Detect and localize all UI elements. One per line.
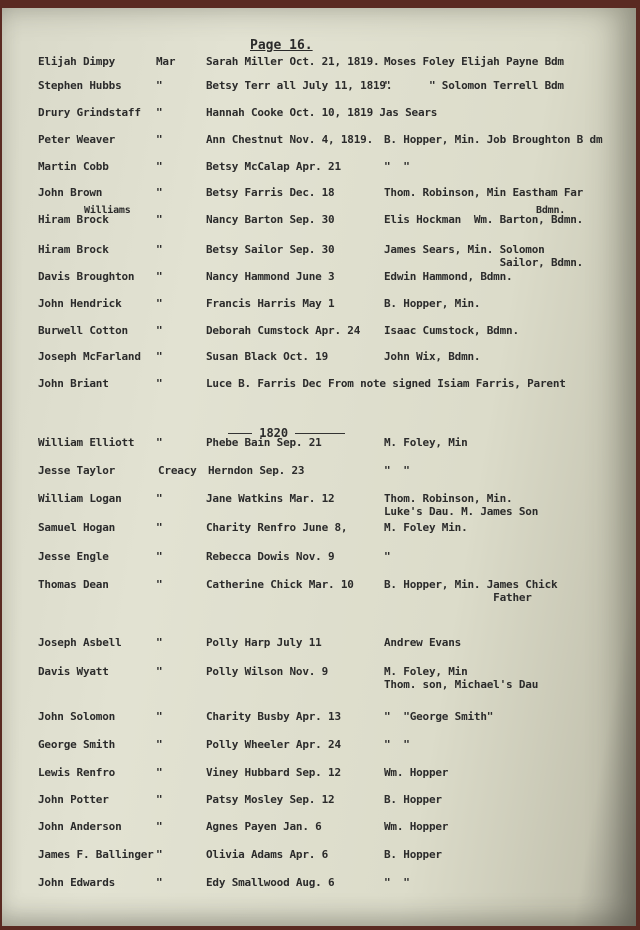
entry-status: " xyxy=(156,324,163,337)
entry-status: " xyxy=(156,436,163,449)
entry-status: " xyxy=(156,766,163,779)
entry-row xyxy=(2,820,636,840)
year-marker xyxy=(228,426,345,440)
entry-groom: George Smith xyxy=(38,738,116,751)
entry-witness: Elis Hockman Wm. Barton, Bdmn. xyxy=(384,213,584,226)
entry-bride: Ann Chestnut Nov. 4, 1819. xyxy=(206,133,373,146)
entry-bride: Polly Harp July 11 xyxy=(206,636,322,649)
entry-groom: John Brown xyxy=(38,186,103,199)
entry-status: " xyxy=(156,106,163,119)
entry-groom: Burwell Cotton xyxy=(38,324,128,337)
entry-status: " xyxy=(156,578,163,591)
entry-bride: Olivia Adams Apr. 6 xyxy=(206,848,329,861)
entry-row xyxy=(2,106,636,126)
entry-row xyxy=(2,876,636,896)
entry-bride: Susan Black Oct. 19 xyxy=(206,350,329,363)
entry-row xyxy=(2,492,636,518)
entry-witness: " " xyxy=(384,160,410,173)
entry-bride: Viney Hubbard Sep. 12 xyxy=(206,766,341,779)
entry-row xyxy=(2,636,636,656)
entry-bride: Betsy McCalap Apr. 21 xyxy=(206,160,341,173)
year-rule-right xyxy=(295,433,345,434)
entry-status: " xyxy=(156,213,163,226)
entry-status: " xyxy=(156,665,163,678)
entry-status: " xyxy=(156,738,163,751)
entry-row xyxy=(2,324,636,344)
entry-bride: Betsy Farris Dec. 18 xyxy=(206,186,335,199)
entry-status: " xyxy=(156,793,163,806)
entry-row xyxy=(2,848,636,868)
entry-bride: Sarah Miller Oct. 21, 1819. xyxy=(206,55,380,68)
entry-witness: M. Foley, Min xyxy=(384,436,468,449)
entry-bride: Edy Smallwood Aug. 6 xyxy=(206,876,335,889)
entry-witness: B. Hopper, Min. James Chick Father xyxy=(384,578,558,604)
entry-row xyxy=(2,793,636,813)
entry-witness: B. Hopper, Min. Job Broughton B dm xyxy=(384,133,603,146)
entry-row xyxy=(2,186,636,206)
entry-groom: Lewis Renfro xyxy=(38,766,116,779)
entry-status: " xyxy=(156,377,163,390)
entry-groom: Martin Cobb xyxy=(38,160,109,173)
entry-bride: Polly Wilson Nov. 9 xyxy=(206,665,329,678)
entry-groom: Jesse Taylor xyxy=(38,464,116,477)
entry-groom: Joseph McFarland xyxy=(38,350,141,363)
entry-witness: " " xyxy=(384,738,410,751)
entry-row xyxy=(2,79,636,99)
entry-groom: Peter Weaver xyxy=(38,133,116,146)
entry-bride: Phebe Bain Sep. 21 xyxy=(206,436,322,449)
entry-witness: B. Hopper xyxy=(384,793,442,806)
entry-bride: Betsy Terr all July 11, 1819. xyxy=(206,79,393,92)
entry-status: " xyxy=(156,133,163,146)
entry-row xyxy=(2,464,636,484)
entry-groom: John Edwards xyxy=(38,876,116,889)
entry-status: " xyxy=(156,550,163,563)
entry-groom: Samuel Hogan xyxy=(38,521,116,534)
entry-bride: Betsy Sailor Sep. 30 xyxy=(206,243,335,256)
entry-status: " xyxy=(156,848,163,861)
entry-groom: William Logan xyxy=(38,492,122,505)
entry-witness: " "George Smith" xyxy=(384,710,494,723)
entry-status: " xyxy=(156,820,163,833)
entry-status: " xyxy=(156,297,163,310)
entry-status: " xyxy=(156,243,163,256)
entry-groom: Jesse Engle xyxy=(38,550,109,563)
entry-row xyxy=(2,377,636,397)
entry-witness: Wm. Hopper xyxy=(384,820,449,833)
entry-witness: " " Solomon Terrell Bdm xyxy=(384,79,564,92)
entry-groom: Davis Wyatt xyxy=(38,665,109,678)
entry-row xyxy=(2,350,636,370)
entry-groom: Stephen Hubbs xyxy=(38,79,122,92)
entry-groom: Hiram Brock xyxy=(38,213,109,226)
entry-row xyxy=(2,55,636,75)
entry-groom: Drury Grindstaff xyxy=(38,106,141,119)
entry-groom: James F. Ballinger xyxy=(38,848,154,861)
entry-bride: Herndon Sep. 23 xyxy=(208,464,305,477)
year-rule-left xyxy=(228,433,252,434)
entry-bride: Polly Wheeler Apr. 24 xyxy=(206,738,341,751)
entry-bride: Agnes Payen Jan. 6 xyxy=(206,820,322,833)
entry-status: " xyxy=(156,160,163,173)
entry-row xyxy=(2,297,636,317)
entry-row xyxy=(2,243,636,269)
entry-witness: Thom. Robinson, Min Eastham Far xyxy=(384,186,584,199)
entry-groom: John Potter xyxy=(38,793,109,806)
entry-witness: Andrew Evans xyxy=(384,636,462,649)
entry-status: " xyxy=(156,350,163,363)
entry-groom: Thomas Dean xyxy=(38,578,109,591)
entry-row xyxy=(2,766,636,786)
entry-status: Creacy xyxy=(158,464,197,477)
entry-bride: Rebecca Dowis Nov. 9 xyxy=(206,550,335,563)
entry-bride: Luce B. Farris Dec From note signed Isiam Farris, Parent xyxy=(206,377,566,390)
entry-witness: Moses Foley Elijah Payne Bdm xyxy=(384,55,564,68)
entry-bride: Jane Watkins Mar. 12 xyxy=(206,492,335,505)
entry-witness: " xyxy=(384,550,391,563)
entry-witness: B. Hopper xyxy=(384,848,442,861)
entry-bride: Nancy Hammond June 3 xyxy=(206,270,335,283)
entry-status: " xyxy=(156,186,163,199)
entry-witness: James Sears, Min. Solomon Sailor, Bdmn. xyxy=(384,243,584,269)
entry-bride: Patsy Mosley Sep. 12 xyxy=(206,793,335,806)
entry-row xyxy=(2,270,636,290)
entry-witness: M. Foley Min. xyxy=(384,521,468,534)
document-page xyxy=(2,8,636,926)
entry-groom: John Briant xyxy=(38,377,109,390)
entry-row xyxy=(2,578,636,604)
entry-bride: Francis Harris May 1 xyxy=(206,297,335,310)
entry-bride: Charity Busby Apr. 13 xyxy=(206,710,341,723)
entry-witness: Isaac Cumstock, Bdmn. xyxy=(384,324,519,337)
entry-groom: Hiram Brock xyxy=(38,243,109,256)
entry-bride: Charity Renfro June 8, xyxy=(206,521,348,534)
entry-row xyxy=(2,521,636,541)
entry-status: " xyxy=(156,876,163,889)
entry-bride: Deborah Cumstock Apr. 24 xyxy=(206,324,361,337)
entry-groom: Davis Broughton xyxy=(38,270,135,283)
entry-groom: Elijah Dimpy xyxy=(38,55,116,68)
entry-groom: William Elliott xyxy=(38,436,135,449)
entry-witness: M. Foley, Min Thom. son, Michael's Dau xyxy=(384,665,539,691)
entry-groom: Joseph Asbell xyxy=(38,636,122,649)
entry-groom: John Solomon xyxy=(38,710,116,723)
entry-status: " xyxy=(156,521,163,534)
entry-groom-note: Williams xyxy=(84,205,131,216)
entry-row xyxy=(2,550,636,570)
entry-status: " xyxy=(156,79,163,92)
entry-bride: Hannah Cooke Oct. 10, 1819 Jas Sears xyxy=(206,106,438,119)
year-marker-text: 1820 xyxy=(259,426,289,440)
page-header: Page 16. xyxy=(250,38,313,53)
entry-witness: " " xyxy=(384,464,410,477)
entry-witness: " " xyxy=(384,876,410,889)
entry-row xyxy=(2,738,636,758)
entry-witness-note: Bdmn. xyxy=(536,205,566,216)
entry-status: " xyxy=(156,492,163,505)
entry-groom: John Hendrick xyxy=(38,297,122,310)
entry-bride: Catherine Chick Mar. 10 xyxy=(206,578,354,591)
entry-row xyxy=(2,205,636,233)
entry-row xyxy=(2,665,636,691)
entry-witness: Edwin Hammond, Bdmn. xyxy=(384,270,513,283)
entry-row xyxy=(2,133,636,153)
entry-witness: John Wix, Bdmn. xyxy=(384,350,481,363)
entry-witness: B. Hopper, Min. xyxy=(384,297,481,310)
entry-status: " xyxy=(156,636,163,649)
entry-row xyxy=(2,710,636,730)
entry-status: " xyxy=(156,270,163,283)
entry-bride: Nancy Barton Sep. 30 xyxy=(206,213,335,226)
entry-witness: Wm. Hopper xyxy=(384,766,449,779)
entry-status: Mar xyxy=(156,55,176,68)
entry-groom: John Anderson xyxy=(38,820,122,833)
entry-row xyxy=(2,160,636,180)
entry-status: " xyxy=(156,710,163,723)
entry-witness: Thom. Robinson, Min. Luke's Dau. M. James Son xyxy=(384,492,539,518)
